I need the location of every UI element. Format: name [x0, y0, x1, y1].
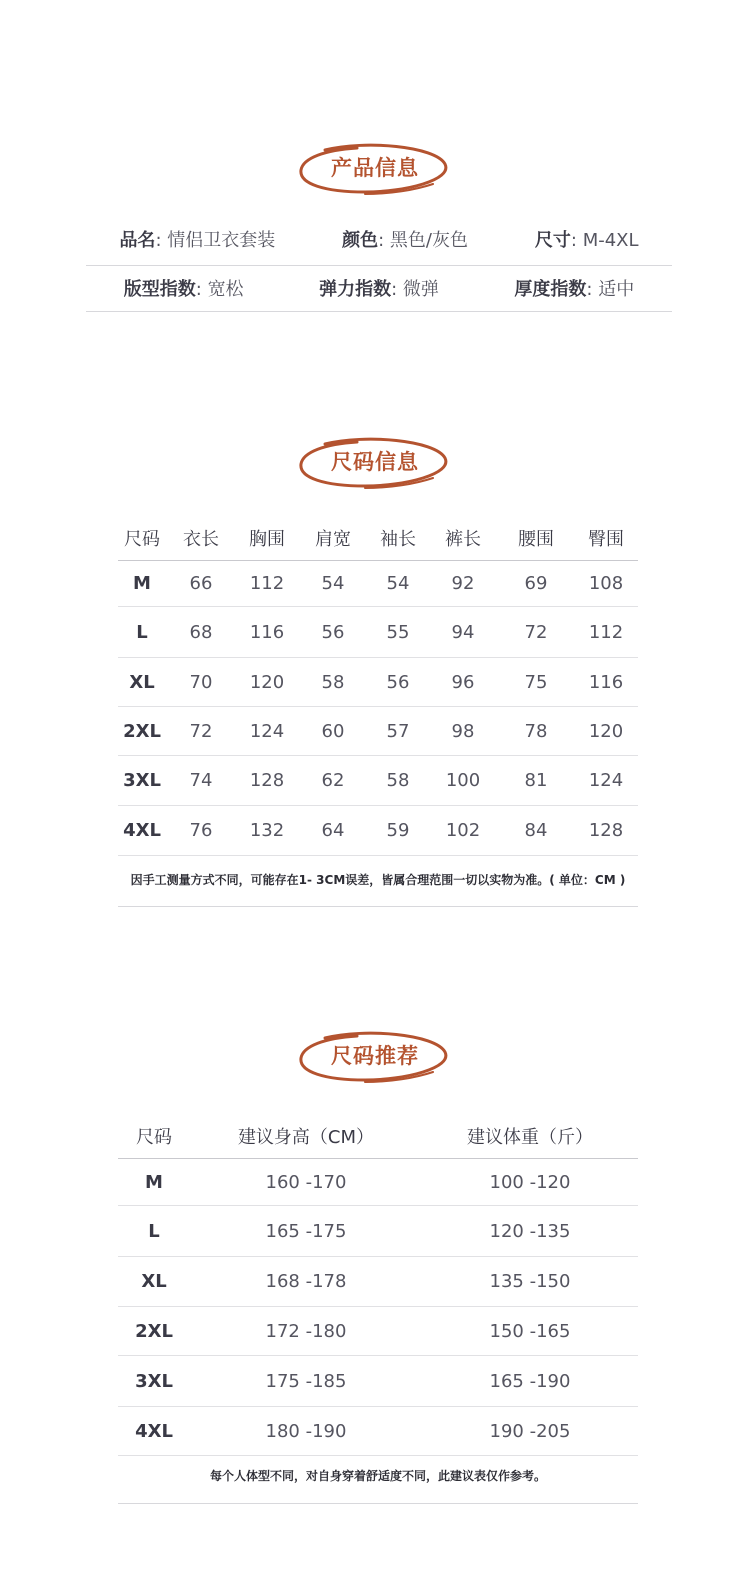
table-cell: 58 [386, 770, 410, 791]
product-info-row-1 [86, 216, 672, 262]
info-key: 厚度指数 [514, 279, 587, 300]
size-label: L [136, 621, 148, 643]
info-separator: : [155, 230, 168, 251]
column-header: 建议身高（CM） [237, 1126, 375, 1148]
table-cell: 92 [451, 573, 475, 594]
size-label: 4XL [135, 1420, 173, 1442]
table-row [118, 607, 638, 658]
table-cell: 66 [189, 573, 213, 594]
size-label: M [145, 1171, 163, 1193]
size-label: L [148, 1220, 160, 1242]
table-cell: 168 -178 [265, 1271, 347, 1292]
table-cell: 72 [524, 621, 548, 643]
size-label: 3XL [123, 770, 161, 791]
table-cell: 56 [386, 671, 410, 693]
section-title-text: 尺码推荐 [331, 1044, 419, 1068]
table-cell: 128 [249, 770, 285, 791]
table-cell: 54 [321, 573, 345, 594]
info-separator: : [570, 230, 583, 251]
section-title-text: 尺码信息 [331, 450, 419, 474]
table-cell: 150 -165 [489, 1320, 571, 1342]
table-row [118, 1206, 638, 1257]
table-row [118, 1407, 638, 1456]
info-separator: : [391, 279, 403, 300]
table-cell: 54 [386, 573, 410, 594]
table-cell: 62 [321, 770, 345, 791]
column-header: 袖长 [380, 529, 416, 550]
table-header-row [118, 516, 638, 561]
column-header: 建议体重（斤） [467, 1126, 593, 1148]
table-row [118, 806, 638, 856]
table-cell: 180 -190 [265, 1420, 347, 1442]
table-row [118, 707, 638, 756]
table-cell: 120 [249, 671, 285, 693]
table-cell: 96 [451, 671, 475, 693]
table-cell: 74 [189, 770, 213, 791]
table-cell: 84 [524, 820, 548, 841]
column-header: 腰围 [518, 529, 554, 550]
column-header: 尺码 [136, 1126, 172, 1148]
info-value: 情侣卫衣套装 [167, 230, 276, 251]
table-cell: 128 [588, 820, 624, 841]
table-cell: 57 [386, 720, 410, 742]
size-label: 4XL [123, 820, 161, 841]
size-recommend-title [0, 1030, 750, 1086]
table-row [118, 658, 638, 707]
table-cell: 124 [249, 720, 285, 742]
table-cell: 70 [189, 671, 213, 693]
table-cell: 120 [588, 720, 624, 742]
info-value: 适中 [598, 279, 635, 300]
table-cell: 172 -180 [265, 1320, 347, 1342]
table-cell: 160 -170 [265, 1171, 347, 1193]
size-label: 2XL [123, 720, 161, 742]
table-cell: 116 [249, 621, 285, 643]
column-header: 臀围 [588, 529, 624, 550]
table-cell: 175 -185 [265, 1370, 347, 1392]
table-cell: 76 [189, 820, 213, 841]
table-cell: 102 [445, 820, 481, 841]
table-cell: 165 -175 [265, 1220, 347, 1242]
table-cell: 120 -135 [489, 1220, 571, 1242]
table-cell: 124 [588, 770, 624, 791]
table-cell: 64 [321, 820, 345, 841]
column-header: 胸围 [249, 529, 285, 550]
column-header: 裤长 [445, 529, 481, 550]
product-info-title [0, 142, 750, 198]
table-cell: 68 [189, 621, 213, 643]
size-info-note: 因手工测量方式不同，可能存在1- 3CM误差，皆属合理范围一切以实物为准。( 单位：CM ) [130, 873, 626, 887]
info-item [342, 226, 468, 252]
table-cell: 98 [451, 720, 475, 742]
table-row [118, 1257, 638, 1307]
info-key: 版型指数 [123, 279, 196, 300]
info-item [124, 275, 244, 301]
table-header-row [118, 1113, 638, 1159]
table-cell: 108 [588, 573, 624, 594]
table-cell: 81 [524, 770, 548, 791]
table-cell: 56 [321, 621, 345, 643]
table-cell: 78 [524, 720, 548, 742]
info-separator: : [378, 230, 390, 251]
table-cell: 135 -150 [489, 1271, 571, 1292]
info-key: 尺寸 [534, 230, 571, 251]
size-label: 2XL [135, 1320, 173, 1342]
table-cell: 58 [321, 671, 345, 693]
table-cell: 72 [189, 720, 213, 742]
table-cell: 100 -120 [489, 1171, 571, 1193]
table-cell: 112 [588, 621, 624, 643]
table-cell: 165 -190 [489, 1370, 571, 1392]
table-row [118, 561, 638, 607]
table-cell: 55 [386, 621, 410, 643]
info-value: 宽松 [207, 279, 244, 300]
divider [86, 311, 672, 312]
info-value: 微弹 [402, 279, 439, 300]
info-separator: : [195, 279, 208, 300]
info-item [319, 275, 439, 301]
table-cell: 60 [321, 720, 345, 742]
table-row [118, 1307, 638, 1356]
table-cell: 94 [451, 621, 475, 643]
divider [118, 906, 638, 907]
divider [118, 1503, 638, 1504]
size-info-title [0, 436, 750, 492]
size-label: M [133, 573, 151, 594]
table-row [118, 1356, 638, 1407]
table-row [118, 756, 638, 806]
info-key: 颜色 [342, 230, 379, 251]
size-label: XL [141, 1271, 167, 1292]
column-header: 衣长 [183, 529, 219, 550]
table-cell: 112 [249, 573, 285, 594]
size-label: XL [129, 671, 155, 693]
info-key: 品名 [119, 230, 156, 251]
table-cell: 59 [386, 820, 410, 841]
product-info-row-2 [86, 265, 672, 311]
info-separator: : [586, 279, 599, 300]
table-cell: 132 [249, 820, 285, 841]
size-recommend-table [118, 1113, 638, 1456]
table-cell: 75 [524, 671, 548, 693]
table-cell: 100 [445, 770, 481, 791]
size-info-table [118, 516, 638, 856]
column-header: 肩宽 [315, 529, 351, 550]
table-row [118, 1159, 638, 1206]
info-value: 黑色/灰色 [389, 230, 468, 251]
section-title-text: 产品信息 [331, 156, 419, 180]
table-cell: 116 [588, 671, 624, 693]
column-header: 尺码 [124, 529, 160, 550]
info-item [535, 226, 639, 252]
size-recommend-note: 每个人体型不同，对自身穿着舒适度不同，此建议表仅作参考。 [209, 1469, 546, 1483]
table-cell: 190 -205 [489, 1420, 571, 1442]
info-value: M-4XL [582, 230, 639, 251]
table-cell: 69 [524, 573, 548, 594]
info-key: 弹力指数 [319, 279, 392, 300]
info-item [119, 226, 275, 252]
size-label: 3XL [135, 1370, 173, 1392]
info-item [514, 275, 634, 301]
